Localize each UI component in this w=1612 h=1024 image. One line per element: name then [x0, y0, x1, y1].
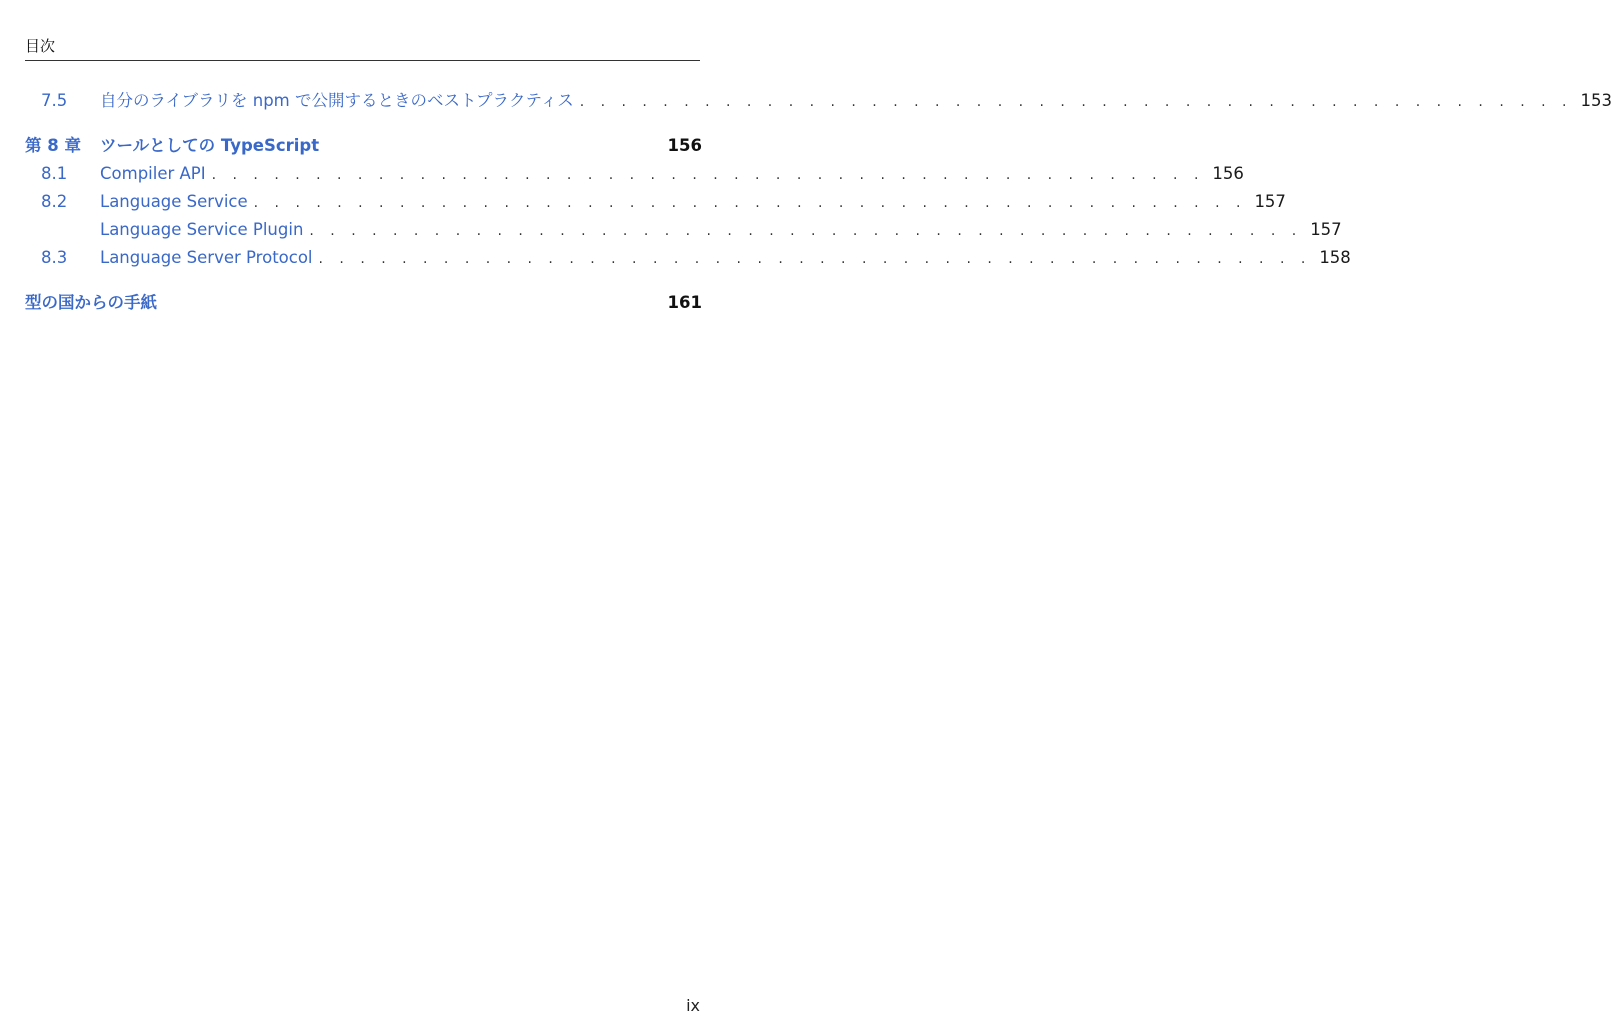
- toc-chapter-8[interactable]: [25, 135, 702, 157]
- page-number: ix: [686, 996, 700, 1015]
- toc-dot-leader: . . . . . . . . . . . . . . . . . . . . . . . . . . . . . . . . . . . . . . . . . . . . . . . .: [211, 167, 1205, 183]
- toc-chapter-page: 156: [667, 136, 702, 155]
- toc-entry-page: 158: [1319, 248, 1351, 267]
- toc-entry-language-service-plugin[interactable]: [25, 219, 1342, 241]
- toc-entry-page: 157: [1254, 192, 1286, 211]
- toc-dot-leader: . . . . . . . . . . . . . . . . . . . . . . . . . . . . . . . . . . . . . . . . . . . . . . . .: [309, 223, 1303, 239]
- page-header: [25, 36, 700, 61]
- toc-entry-number: 7.5: [41, 91, 68, 110]
- toc-chapter-title[interactable]: 型の国からの手紙: [25, 293, 157, 312]
- toc-entry-page: 157: [1310, 220, 1342, 239]
- toc-entry-8-2[interactable]: [25, 191, 1286, 213]
- toc-entry-number: 8.2: [41, 192, 68, 211]
- toc-entry-title[interactable]: Compiler API: [100, 164, 206, 183]
- toc-dot-leader: . . . . . . . . . . . . . . . . . . . . . . . . . . . . . . . . . . . . . . . . . . . . . . . .: [318, 251, 1312, 267]
- toc-entry-7-5[interactable]: [25, 90, 1612, 112]
- toc-chapter-letter[interactable]: [25, 292, 702, 314]
- toc-entry-number: 8.1: [41, 164, 68, 183]
- toc-entry-title[interactable]: 自分のライブラリを npm で公開するときのベストプラクティス: [100, 91, 574, 110]
- toc-entry-8-1[interactable]: [25, 163, 1244, 185]
- toc-entry-title[interactable]: Language Service: [100, 192, 248, 211]
- toc-entry-page: 153: [1580, 91, 1612, 110]
- toc-chapter-number: 第 8 章: [25, 136, 81, 155]
- toc-entry-title[interactable]: Language Service Plugin: [100, 220, 304, 239]
- toc-entry-page: 156: [1212, 164, 1244, 183]
- toc-chapter-page: 161: [667, 293, 702, 312]
- toc-chapter-title[interactable]: ツールとしての TypeScript: [100, 136, 320, 155]
- toc-dot-leader: . . . . . . . . . . . . . . . . . . . . . . . . . . . . . . . . . . . . . . . . . . . . . . . .: [253, 195, 1247, 211]
- toc-entry-8-3[interactable]: [25, 247, 1351, 269]
- running-header-title: 目次: [25, 37, 56, 55]
- toc-entry-number: 8.3: [41, 248, 68, 267]
- toc-entry-title[interactable]: Language Server Protocol: [100, 248, 313, 267]
- toc-dot-leader: . . . . . . . . . . . . . . . . . . . . . . . . . . . . . . . . . . . . . . . . . . . . . . . .: [579, 94, 1573, 110]
